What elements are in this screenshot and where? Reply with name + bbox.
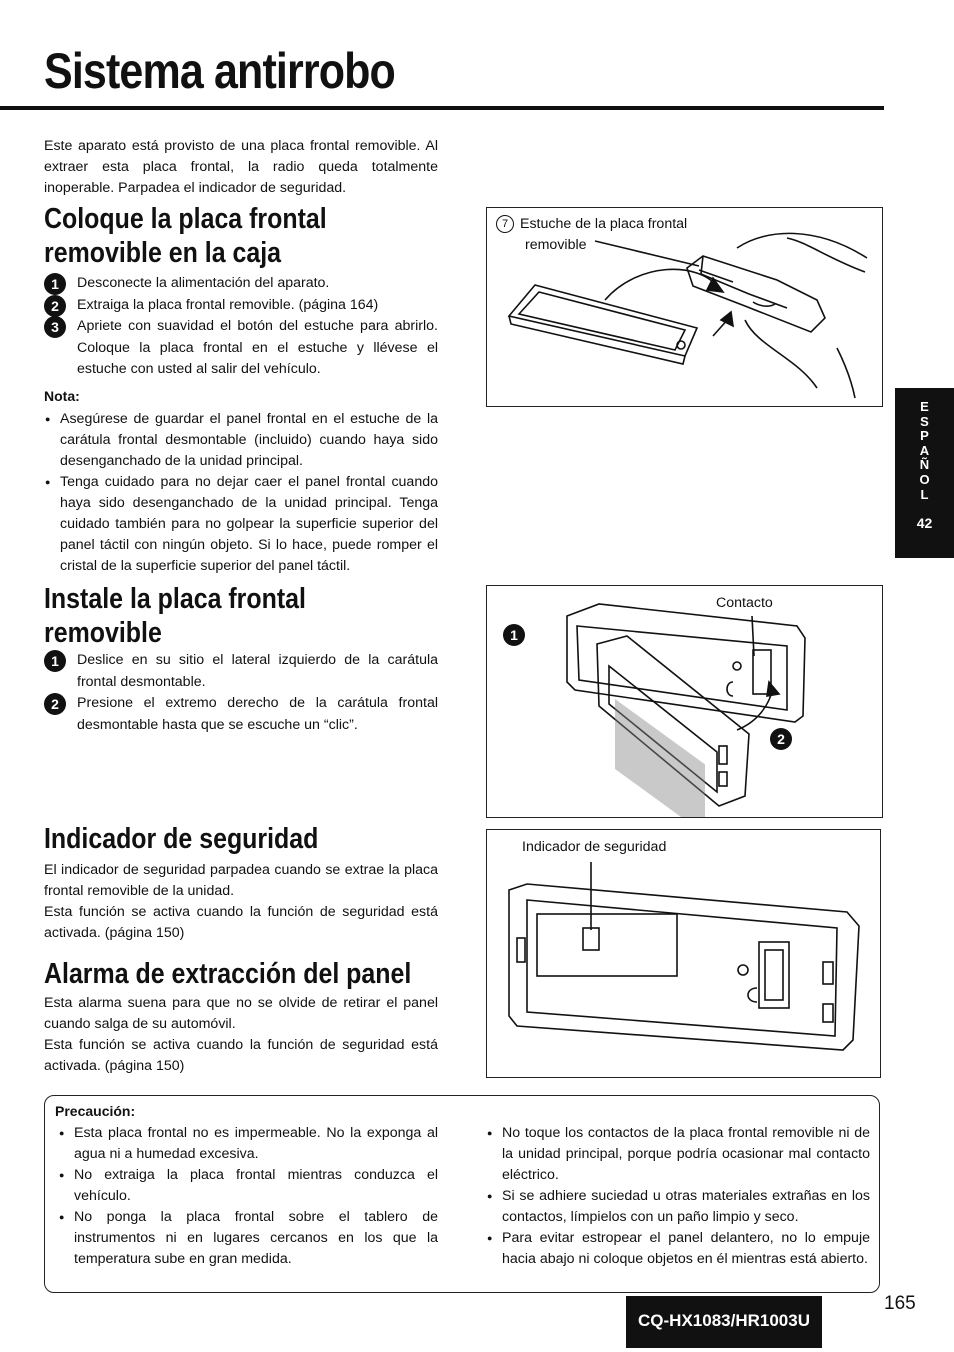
language-tab bbox=[895, 388, 954, 558]
caution-item: ● Esta placa frontal no es impermeable. No la exponga al agua ni a humedad excesiva. bbox=[58, 1123, 438, 1165]
note-item: ● Tenga cuidado para no dejar caer el panel frontal cuando haya sido desenganchado de la unidad principal. Tenga cuidado también para no golpear la superficie superior del panel táctil con ningún objeto. Si lo hace, puede romper el cristal de la superficie superior del panel táctil. bbox=[44, 472, 438, 577]
note-item: ● Asegúrese de guardar el panel frontal en el estuche de la carátula frontal desmontable (incluido) cuando haya sido desenganchado de la unidad principal. bbox=[44, 409, 438, 472]
caution-list-right bbox=[486, 1123, 870, 1270]
intro-paragraph bbox=[44, 136, 438, 199]
caption-line1: Estuche de la placa frontal bbox=[520, 216, 688, 232]
title-rule bbox=[0, 106, 884, 110]
language-letters bbox=[895, 388, 954, 502]
section3-paragraph: El indicador de seguridad parpadea cuando se extrae la placa frontal removible de la unidad. bbox=[44, 862, 438, 899]
section1-heading-line1: Coloque la placa frontal bbox=[44, 203, 327, 235]
step-item bbox=[44, 316, 438, 381]
caution-label: Precaución: bbox=[55, 1103, 136, 1119]
page-title: Sistema antirrobo bbox=[44, 43, 395, 99]
step-number-badge: 1 bbox=[44, 650, 66, 672]
figure-install-faceplate bbox=[486, 585, 883, 818]
step-item bbox=[44, 273, 438, 295]
language-letter: O bbox=[919, 471, 930, 487]
step2-marker: 2 bbox=[770, 728, 792, 750]
step-number-badge: 2 bbox=[44, 693, 66, 715]
section1-heading bbox=[44, 202, 327, 270]
section1-heading-line2: removible en la caja bbox=[44, 237, 282, 269]
figure-security-indicator bbox=[486, 829, 881, 1078]
section2-heading-line2: removible bbox=[44, 617, 162, 649]
notes-list bbox=[44, 409, 438, 577]
section3-heading: Indicador de seguridad bbox=[44, 823, 319, 855]
figure-faceplate-case bbox=[486, 207, 883, 407]
install-faceplate-illustration bbox=[487, 586, 882, 817]
step-number-badge: 1 bbox=[44, 273, 66, 295]
section4-paragraph: Esta función se activa cuando la función de seguridad está activada. (página 150) bbox=[44, 1037, 438, 1074]
section1-steps bbox=[44, 273, 438, 381]
section3-paragraph: Esta función se activa cuando la función de seguridad está activada. (página 150) bbox=[44, 904, 438, 941]
step-text: Presione el extremo derecho de la carátula frontal desmontable hasta que se escuche un “clic”. bbox=[77, 695, 438, 733]
language-letter: P bbox=[920, 428, 929, 444]
section3-body bbox=[44, 860, 438, 944]
step-number-badge: 3 bbox=[44, 316, 66, 338]
security-indicator-label: Indicador de seguridad bbox=[522, 839, 667, 855]
caution-box bbox=[44, 1095, 880, 1293]
model-badge: CQ-HX1083/HR1003U bbox=[626, 1296, 822, 1348]
caution-item: ● Si se adhiere suciedad u otras materiales extrañas en los contactos, límpielos con un paño limpio y seco. bbox=[486, 1186, 870, 1228]
language-letter: E bbox=[920, 399, 929, 414]
step-number-badge: 2 bbox=[44, 295, 66, 317]
step-text: Apriete con suavidad el botón del estuche para abrirlo. Coloque la placa frontal en el estuche y llévese el estuche con usted al salir del vehículo. bbox=[77, 318, 438, 377]
step-item bbox=[44, 295, 438, 317]
section4-heading: Alarma de extracción del panel bbox=[44, 958, 412, 990]
caution-item: ● No ponga la placa frontal sobre el tablero de instrumentos ni en lugares cercanos en los que la temperatura sube en gran medida. bbox=[58, 1207, 438, 1270]
step-text: Deslice en su sitio el lateral izquierdo de la carátula frontal desmontable. bbox=[77, 652, 438, 690]
intro-text: Este aparato está provisto de una placa frontal removible. Al extraer esta placa frontal, la radio queda totalmente inoperable. Parpadea el indicador de seguridad. bbox=[44, 138, 438, 196]
language-letter: S bbox=[920, 413, 929, 429]
step-text: Extraiga la placa frontal removible. (página 164) bbox=[77, 296, 379, 313]
section-number: 42 bbox=[916, 515, 933, 532]
step1-marker: 1 bbox=[503, 624, 525, 646]
caution-list-left bbox=[58, 1123, 438, 1270]
caution-item: ● No extraiga la placa frontal mientras conduzca el vehículo. bbox=[58, 1165, 438, 1207]
step-item bbox=[44, 650, 438, 693]
step-item bbox=[44, 693, 438, 736]
section4-paragraph: Esta alarma suena para que no se olvide de retirar el panel cuando salga de su automóvil. bbox=[44, 995, 438, 1032]
page-number: 165 bbox=[884, 1293, 916, 1314]
caption-marker: 7 bbox=[496, 215, 514, 233]
section2-steps bbox=[44, 650, 438, 736]
section2-heading bbox=[44, 582, 306, 650]
security-indicator-illustration bbox=[487, 830, 880, 1077]
language-letter: A bbox=[919, 442, 930, 458]
caution-item: ● No toque los contactos de la placa frontal removible ni de la unidad principal, porque podría ocasionar mal contacto eléctrico. bbox=[486, 1123, 870, 1186]
section2-heading-line1: Instale la placa frontal bbox=[44, 583, 306, 615]
language-letter: L bbox=[920, 486, 929, 502]
faceplate-case-illustration bbox=[487, 208, 882, 406]
caption-line2: removible bbox=[525, 237, 587, 253]
section4-body bbox=[44, 993, 438, 1077]
note-label: Nota: bbox=[44, 388, 80, 404]
contact-label: Contacto bbox=[716, 595, 773, 611]
caution-item: ● Para evitar estropear el panel delantero, no lo empuje hacia abajo ni coloque objetos en él mientras está abierto. bbox=[486, 1228, 870, 1270]
step-text: Desconecte la alimentación del aparato. bbox=[77, 275, 330, 291]
language-letter: Ñ bbox=[919, 457, 930, 473]
